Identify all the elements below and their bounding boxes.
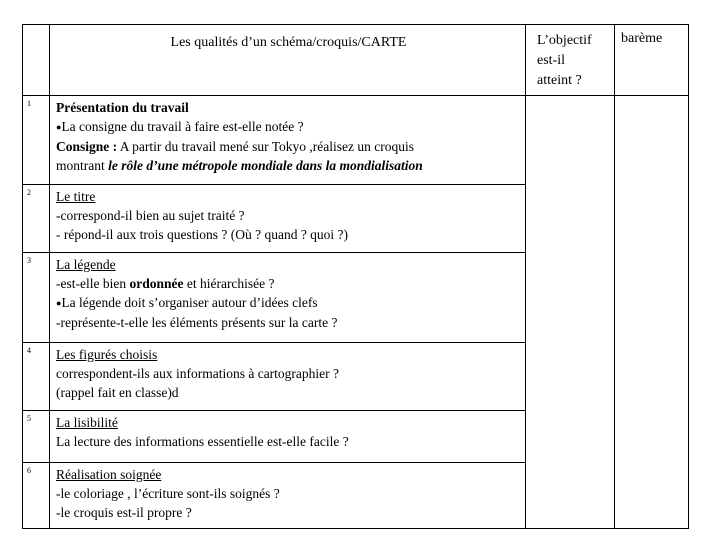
header-row: [23, 25, 689, 96]
consigne-emphasis: le rôle d’une métropole mondiale dans la mondialisation: [108, 158, 423, 173]
criterion-cell: [50, 411, 526, 463]
criterion-heading: Les figurés choisis: [56, 347, 158, 362]
bareme-header-text: barème: [621, 31, 663, 46]
criterion-heading: Le titre: [56, 189, 96, 204]
criterion-cell: [50, 185, 526, 253]
criterion-heading: La légende: [56, 257, 116, 272]
row-number: 1: [23, 96, 50, 185]
criterion-cell: [50, 463, 526, 529]
header-number-cell: [23, 25, 50, 96]
bullet-icon: ●: [56, 298, 62, 308]
evaluation-grid: [22, 24, 689, 529]
criterion-line: La lecture des informations essentielle est-elle facile ?: [56, 434, 349, 449]
criterion-line: -le coloriage , l’écriture sont-ils soignés ?: [56, 486, 280, 501]
objective-header-line1: L’objectif: [537, 33, 592, 48]
criterion-line: Consigne : A partir du travail mené sur Tokyo ,réalisez un croquis: [56, 139, 414, 154]
criterion-line: -représente-t-elle les éléments présents sur la carte ?: [56, 315, 338, 330]
criterion-heading: Présentation du travail: [56, 100, 189, 115]
ordonnee-emphasis: ordonnée: [129, 276, 184, 291]
objective-column: [526, 96, 615, 529]
consigne-label: Consigne :: [56, 139, 118, 154]
table-title: [50, 25, 526, 96]
criterion-heading: La lisibilité: [56, 415, 118, 430]
criterion-line: -le croquis est-il propre ?: [56, 505, 192, 520]
objective-header: [526, 25, 615, 96]
criterion-cell: [50, 253, 526, 343]
bareme-header: [615, 25, 689, 96]
objective-header-line3: atteint ?: [537, 73, 582, 88]
criterion-line: correspondent-ils aux informations à cartographier ?: [56, 366, 340, 381]
row-number: 3: [23, 253, 50, 343]
row-number: 2: [23, 185, 50, 253]
criterion-line: ●La consigne du travail à faire est-elle notée ?: [56, 119, 304, 134]
criterion-line: ●La légende doit s’organiser autour d’idées clefs: [56, 295, 318, 310]
row-number: 6: [23, 463, 50, 529]
criterion-line: (rappel fait en classe)d: [56, 385, 179, 400]
criterion-cell: [50, 96, 526, 185]
criterion-line: -correspond-il bien au sujet traité ?: [56, 208, 245, 223]
row-number: 4: [23, 343, 50, 411]
bareme-column: [615, 96, 689, 529]
objective-header-line2: est-il: [537, 53, 565, 68]
bullet-icon: ●: [56, 122, 62, 132]
criterion-line: -est-elle bien ordonnée et hiérarchisée ?: [56, 276, 275, 291]
criterion-row-1: [23, 96, 689, 185]
criterion-cell: [50, 343, 526, 411]
table-title-text: Les qualités d’un schéma/croquis/CARTE: [170, 35, 407, 50]
criterion-heading: Réalisation soignée: [56, 467, 162, 482]
criterion-line: - répond-il aux trois questions ? (Où ? quand ? quoi ?): [56, 227, 349, 242]
criterion-line: montrant le rôle d’une métropole mondiale dans la mondialisation: [56, 158, 423, 173]
row-number: 5: [23, 411, 50, 463]
